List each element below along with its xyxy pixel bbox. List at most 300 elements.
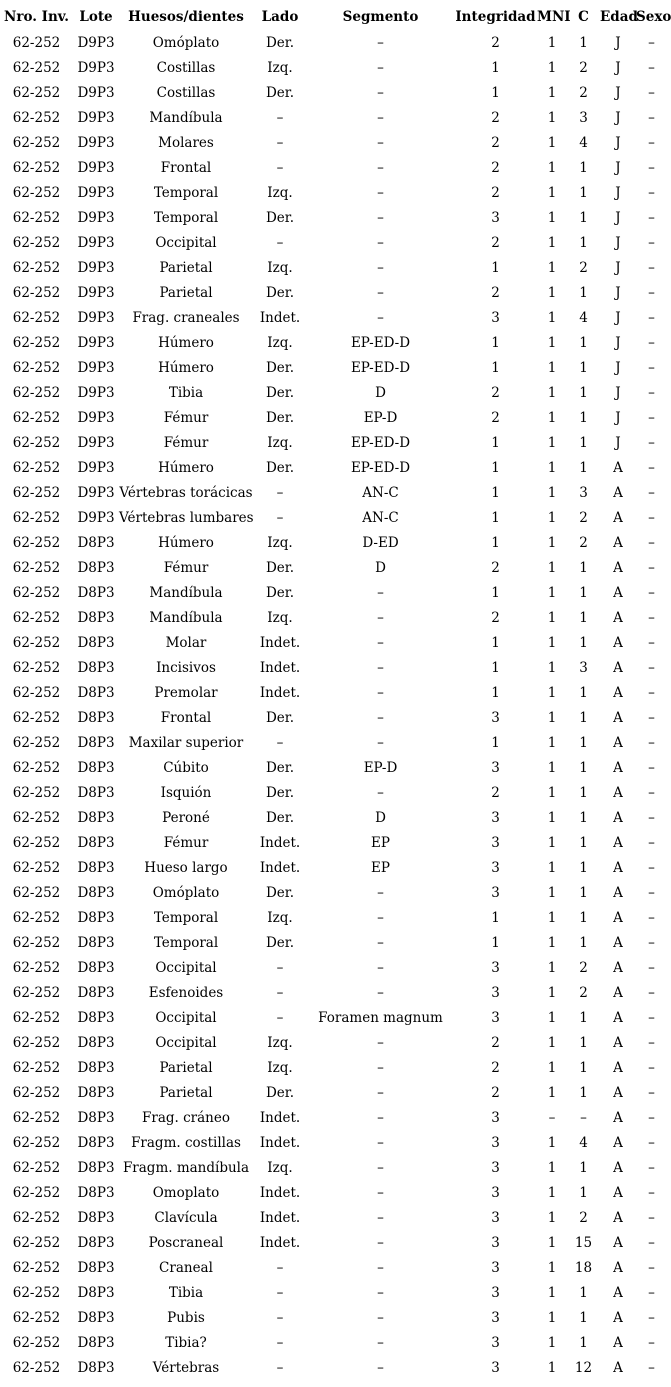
- cell-lado: Indet.: [259, 1209, 301, 1226]
- cell-edad: A: [613, 484, 623, 501]
- cell-mni: 1: [547, 259, 557, 276]
- cell-lote: D8P3: [77, 559, 115, 576]
- cell-segmento: –: [377, 109, 384, 126]
- cell-sexo: –: [648, 134, 655, 151]
- table-row: [0, 55, 667, 80]
- cell-edad: A: [613, 884, 623, 901]
- cell-segmento: EP-ED-D: [350, 459, 411, 476]
- cell-huesos-dientes: Tibia: [168, 1284, 204, 1301]
- cell-lado: –: [276, 109, 284, 126]
- cell-huesos-dientes: Vértebras: [152, 1359, 220, 1376]
- cell-segmento: –: [377, 959, 384, 976]
- cell-segmento: –: [377, 909, 384, 926]
- cell-mni: 1: [547, 709, 557, 726]
- cell-sexo: –: [648, 1159, 655, 1176]
- cell-c: 4: [579, 309, 588, 326]
- cell-huesos-dientes: Esfenoides: [148, 984, 224, 1001]
- cell-lado: –: [276, 1259, 284, 1276]
- cell-lado: Izq.: [267, 259, 293, 276]
- cell-lote: D8P3: [77, 859, 115, 876]
- cell-segmento: –: [377, 1184, 384, 1201]
- cell-lote: D9P3: [77, 209, 115, 226]
- cell-huesos-dientes: Temporal: [153, 934, 219, 951]
- cell-lote: D9P3: [77, 84, 115, 101]
- cell-nro-inv: 62-252: [12, 1134, 61, 1151]
- cell-integridad: 2: [491, 559, 500, 576]
- table-row: [0, 730, 667, 755]
- cell-lote: D8P3: [77, 809, 115, 826]
- cell-huesos-dientes: Húmero: [158, 534, 214, 551]
- cell-lado: Der.: [265, 409, 295, 426]
- cell-integridad: 1: [491, 334, 500, 351]
- cell-lote: D8P3: [77, 1184, 115, 1201]
- cell-nro-inv: 62-252: [12, 709, 61, 726]
- cell-huesos-dientes: Hueso largo: [144, 859, 228, 876]
- cell-nro-inv: 62-252: [12, 884, 61, 901]
- cell-integridad: 1: [491, 734, 500, 751]
- table-row: [0, 1180, 667, 1205]
- cell-integridad: 2: [491, 284, 500, 301]
- cell-lado: Indet.: [259, 859, 301, 876]
- cell-segmento: –: [377, 984, 384, 1001]
- cell-segmento: –: [377, 1284, 384, 1301]
- cell-c: 1: [579, 1034, 588, 1051]
- cell-nro-inv: 62-252: [12, 259, 61, 276]
- table-row: [0, 805, 667, 830]
- cell-mni: 1: [547, 84, 557, 101]
- cell-edad: A: [613, 834, 623, 851]
- cell-c: 1: [579, 1159, 588, 1176]
- cell-edad: A: [613, 934, 623, 951]
- table-row: [0, 1255, 667, 1280]
- cell-lote: D9P3: [77, 309, 115, 326]
- cell-huesos-dientes: Craneal: [159, 1259, 213, 1276]
- table-row: [0, 705, 667, 730]
- cell-integridad: 1: [491, 359, 500, 376]
- cell-sexo: –: [648, 734, 655, 751]
- header-c: C: [578, 9, 589, 25]
- cell-edad: J: [615, 259, 621, 276]
- header-edad: Edad: [600, 9, 638, 25]
- cell-sexo: –: [648, 984, 655, 1001]
- cell-integridad: 3: [491, 984, 500, 1001]
- cell-mni: 1: [547, 734, 557, 751]
- cell-sexo: –: [648, 209, 655, 226]
- cell-mni: 1: [547, 234, 557, 251]
- cell-sexo: –: [648, 409, 655, 426]
- cell-lote: D8P3: [77, 884, 115, 901]
- cell-lado: Der.: [265, 359, 295, 376]
- cell-lote: D8P3: [77, 1284, 115, 1301]
- cell-huesos-dientes: Frag. cráneo: [142, 1109, 230, 1126]
- cell-segmento: –: [377, 84, 384, 101]
- cell-edad: A: [613, 1234, 623, 1251]
- table-row: [0, 505, 667, 530]
- cell-edad: J: [615, 284, 621, 301]
- cell-c: 1: [579, 159, 588, 176]
- cell-nro-inv: 62-252: [12, 509, 61, 526]
- cell-lote: D8P3: [77, 1259, 115, 1276]
- cell-mni: 1: [547, 284, 557, 301]
- cell-lado: Der.: [265, 934, 295, 951]
- cell-sexo: –: [648, 534, 655, 551]
- cell-lote: D8P3: [77, 1334, 115, 1351]
- cell-edad: A: [613, 509, 623, 526]
- cell-integridad: 1: [491, 634, 500, 651]
- cell-edad: A: [613, 784, 623, 801]
- table-row: [0, 530, 667, 555]
- cell-lado: Der.: [265, 584, 295, 601]
- cell-segmento: AN-C: [362, 484, 399, 501]
- cell-mni: 1: [547, 834, 557, 851]
- cell-integridad: 1: [491, 509, 500, 526]
- table-row: [0, 130, 667, 155]
- cell-lote: D8P3: [77, 1034, 115, 1051]
- cell-huesos-dientes: Fragm. costillas: [131, 1134, 241, 1151]
- cell-edad: J: [615, 334, 621, 351]
- cell-nro-inv: 62-252: [12, 184, 61, 201]
- header-sexo: Sexo: [636, 9, 671, 25]
- cell-c: 1: [579, 359, 588, 376]
- cell-c: 1: [579, 709, 588, 726]
- cell-c: 1: [579, 559, 588, 576]
- cell-lote: D8P3: [77, 1059, 115, 1076]
- cell-huesos-dientes: Tibia: [168, 384, 204, 401]
- cell-nro-inv: 62-252: [12, 934, 61, 951]
- cell-segmento: –: [377, 159, 384, 176]
- cell-edad: A: [613, 584, 623, 601]
- cell-edad: J: [615, 109, 621, 126]
- cell-lote: D8P3: [77, 584, 115, 601]
- cell-nro-inv: 62-252: [12, 209, 61, 226]
- cell-c: 2: [579, 59, 588, 76]
- cell-lote: D8P3: [77, 834, 115, 851]
- cell-integridad: 2: [491, 409, 500, 426]
- cell-lado: Indet.: [259, 309, 301, 326]
- cell-c: 2: [579, 84, 588, 101]
- cell-lado: Indet.: [259, 659, 301, 676]
- cell-huesos-dientes: Temporal: [153, 184, 219, 201]
- cell-nro-inv: 62-252: [12, 34, 61, 51]
- cell-integridad: 2: [491, 134, 500, 151]
- header-huesos-dientes: Huesos/dientes: [128, 9, 244, 25]
- cell-edad: J: [615, 409, 621, 426]
- cell-sexo: –: [648, 784, 655, 801]
- cell-nro-inv: 62-252: [12, 1084, 61, 1101]
- cell-lote: D8P3: [77, 1084, 115, 1101]
- cell-huesos-dientes: Omóplato: [152, 34, 220, 51]
- cell-mni: 1: [547, 1259, 557, 1276]
- cell-integridad: 2: [491, 34, 500, 51]
- cell-lote: D8P3: [77, 1309, 115, 1326]
- cell-mni: 1: [547, 1284, 557, 1301]
- cell-integridad: 3: [491, 1359, 500, 1376]
- cell-nro-inv: 62-252: [12, 1209, 61, 1226]
- table-row: [0, 1005, 667, 1030]
- table-row: [0, 355, 667, 380]
- cell-lado: –: [276, 1359, 284, 1376]
- cell-c: 1: [579, 834, 588, 851]
- cell-sexo: –: [648, 759, 655, 776]
- cell-sexo: –: [648, 684, 655, 701]
- cell-huesos-dientes: Frag. craneales: [132, 309, 240, 326]
- cell-integridad: 2: [491, 109, 500, 126]
- cell-nro-inv: 62-252: [12, 309, 61, 326]
- cell-sexo: –: [648, 1209, 655, 1226]
- cell-edad: A: [613, 1309, 623, 1326]
- cell-nro-inv: 62-252: [12, 634, 61, 651]
- cell-integridad: 3: [491, 1309, 500, 1326]
- cell-lote: D9P3: [77, 334, 115, 351]
- cell-segmento: –: [377, 734, 384, 751]
- cell-lado: Der.: [265, 209, 295, 226]
- cell-mni: 1: [547, 1184, 557, 1201]
- cell-huesos-dientes: Vértebras torácicas: [119, 484, 253, 501]
- cell-integridad: 3: [491, 959, 500, 976]
- cell-lado: Der.: [265, 784, 295, 801]
- cell-nro-inv: 62-252: [12, 1059, 61, 1076]
- table-row: [0, 555, 667, 580]
- cell-c: 3: [579, 484, 588, 501]
- cell-lado: Der.: [265, 34, 295, 51]
- cell-lado: Indet.: [259, 684, 301, 701]
- cell-nro-inv: 62-252: [12, 1284, 61, 1301]
- cell-mni: 1: [547, 1059, 557, 1076]
- cell-lote: D9P3: [77, 509, 115, 526]
- cell-segmento: –: [377, 1334, 384, 1351]
- table-row: [0, 680, 667, 705]
- cell-huesos-dientes: Fémur: [163, 409, 209, 426]
- cell-integridad: 3: [491, 1009, 500, 1026]
- table-row: [0, 580, 667, 605]
- cell-c: 1: [579, 459, 588, 476]
- cell-huesos-dientes: Mandíbula: [149, 584, 223, 601]
- cell-c: 2: [579, 259, 588, 276]
- cell-lado: Izq.: [267, 609, 293, 626]
- cell-sexo: –: [648, 34, 655, 51]
- cell-integridad: 3: [491, 209, 500, 226]
- cell-mni: 1: [547, 109, 557, 126]
- cell-sexo: –: [648, 634, 655, 651]
- cell-sexo: –: [648, 109, 655, 126]
- cell-sexo: –: [648, 1259, 655, 1276]
- cell-nro-inv: 62-252: [12, 159, 61, 176]
- cell-segmento: –: [377, 209, 384, 226]
- header-nro-inv: Nro. Inv.: [4, 9, 69, 25]
- table-row: [0, 755, 667, 780]
- cell-mni: 1: [547, 134, 557, 151]
- cell-edad: A: [613, 1134, 623, 1151]
- cell-integridad: 1: [491, 459, 500, 476]
- cell-nro-inv: 62-252: [12, 1009, 61, 1026]
- cell-mni: 1: [547, 934, 557, 951]
- cell-huesos-dientes: Incisivos: [156, 659, 216, 676]
- cell-huesos-dientes: Omóplato: [152, 884, 220, 901]
- cell-sexo: –: [648, 1134, 655, 1151]
- cell-nro-inv: 62-252: [12, 459, 61, 476]
- cell-nro-inv: 62-252: [12, 1184, 61, 1201]
- cell-integridad: 1: [491, 684, 500, 701]
- cell-lado: Der.: [265, 884, 295, 901]
- cell-huesos-dientes: Temporal: [153, 909, 219, 926]
- table-row: [0, 1355, 667, 1380]
- table-row: [0, 405, 667, 430]
- cell-segmento: –: [377, 134, 384, 151]
- cell-edad: A: [613, 634, 623, 651]
- cell-edad: J: [615, 59, 621, 76]
- cell-integridad: 2: [491, 1084, 500, 1101]
- cell-integridad: 3: [491, 1209, 500, 1226]
- cell-edad: J: [615, 384, 621, 401]
- cell-integridad: 3: [491, 309, 500, 326]
- cell-edad: A: [613, 734, 623, 751]
- cell-c: 1: [579, 1334, 588, 1351]
- cell-lote: D9P3: [77, 384, 115, 401]
- cell-mni: 1: [547, 1134, 557, 1151]
- cell-lote: D9P3: [77, 34, 115, 51]
- cell-sexo: –: [648, 1084, 655, 1101]
- cell-huesos-dientes: Húmero: [158, 334, 214, 351]
- cell-integridad: 3: [491, 1259, 500, 1276]
- cell-huesos-dientes: Clavícula: [154, 1209, 218, 1226]
- cell-integridad: 1: [491, 434, 500, 451]
- cell-huesos-dientes: Occipital: [155, 234, 217, 251]
- cell-mni: 1: [547, 434, 557, 451]
- cell-segmento: D-ED: [362, 534, 399, 551]
- cell-c: 1: [579, 34, 588, 51]
- cell-c: –: [580, 1109, 587, 1126]
- cell-huesos-dientes: Molares: [158, 134, 214, 151]
- cell-sexo: –: [648, 259, 655, 276]
- cell-lado: Der.: [265, 459, 295, 476]
- cell-sexo: –: [648, 659, 655, 676]
- cell-lado: Der.: [265, 709, 295, 726]
- table-row: [0, 80, 667, 105]
- cell-segmento: –: [377, 934, 384, 951]
- cell-huesos-dientes: Parietal: [159, 259, 213, 276]
- cell-huesos-dientes: Cúbito: [163, 759, 209, 776]
- cell-sexo: –: [648, 709, 655, 726]
- cell-edad: A: [613, 609, 623, 626]
- cell-edad: A: [613, 1359, 623, 1376]
- table-row: [0, 630, 667, 655]
- cell-sexo: –: [648, 284, 655, 301]
- cell-segmento: –: [377, 659, 384, 676]
- cell-huesos-dientes: Parietal: [159, 284, 213, 301]
- cell-lote: D8P3: [77, 1109, 115, 1126]
- cell-lote: D9P3: [77, 234, 115, 251]
- cell-huesos-dientes: Tibia?: [165, 1334, 207, 1351]
- table-row: [0, 1280, 667, 1305]
- cell-c: 2: [579, 959, 588, 976]
- cell-integridad: 1: [491, 659, 500, 676]
- table-row: [0, 1205, 667, 1230]
- cell-nro-inv: 62-252: [12, 409, 61, 426]
- cell-edad: A: [613, 1284, 623, 1301]
- cell-integridad: 3: [491, 709, 500, 726]
- cell-c: 1: [579, 584, 588, 601]
- cell-c: 1: [579, 334, 588, 351]
- table-row: [0, 1305, 667, 1330]
- cell-mni: 1: [547, 884, 557, 901]
- cell-integridad: 1: [491, 909, 500, 926]
- cell-mni: 1: [547, 534, 557, 551]
- cell-segmento: –: [377, 1359, 384, 1376]
- cell-edad: J: [615, 209, 621, 226]
- table-row: [0, 280, 667, 305]
- cell-segmento: –: [377, 259, 384, 276]
- cell-edad: A: [613, 534, 623, 551]
- cell-segmento: EP-ED-D: [350, 334, 411, 351]
- cell-edad: A: [613, 1184, 623, 1201]
- cell-sexo: –: [648, 159, 655, 176]
- cell-nro-inv: 62-252: [12, 59, 61, 76]
- cell-integridad: 2: [491, 784, 500, 801]
- cell-segmento: –: [377, 1159, 384, 1176]
- cell-mni: 1: [547, 1309, 557, 1326]
- cell-mni: 1: [547, 459, 557, 476]
- cell-c: 1: [579, 859, 588, 876]
- cell-c: 2: [579, 984, 588, 1001]
- cell-integridad: 3: [491, 859, 500, 876]
- cell-huesos-dientes: Costillas: [156, 84, 216, 101]
- cell-nro-inv: 62-252: [12, 734, 61, 751]
- cell-lote: D8P3: [77, 1234, 115, 1251]
- cell-nro-inv: 62-252: [12, 234, 61, 251]
- cell-segmento: –: [377, 1309, 384, 1326]
- cell-lote: D9P3: [77, 359, 115, 376]
- cell-mni: 1: [547, 159, 557, 176]
- cell-mni: 1: [547, 784, 557, 801]
- cell-mni: 1: [547, 909, 557, 926]
- cell-nro-inv: 62-252: [12, 759, 61, 776]
- cell-sexo: –: [648, 884, 655, 901]
- cell-integridad: 3: [491, 759, 500, 776]
- cell-sexo: –: [648, 1034, 655, 1051]
- cell-segmento: –: [377, 284, 384, 301]
- cell-lado: Izq.: [267, 184, 293, 201]
- cell-mni: 1: [547, 684, 557, 701]
- cell-integridad: 3: [491, 809, 500, 826]
- cell-sexo: –: [648, 1359, 655, 1376]
- cell-mni: 1: [547, 1009, 557, 1026]
- cell-edad: A: [613, 859, 623, 876]
- cell-nro-inv: 62-252: [12, 959, 61, 976]
- cell-lado: –: [276, 1009, 284, 1026]
- table-row: [0, 830, 667, 855]
- cell-huesos-dientes: Húmero: [158, 359, 214, 376]
- cell-lote: D9P3: [77, 434, 115, 451]
- cell-segmento: –: [377, 609, 384, 626]
- cell-integridad: 3: [491, 1134, 500, 1151]
- cell-nro-inv: 62-252: [12, 1259, 61, 1276]
- cell-lado: Izq.: [267, 1059, 293, 1076]
- cell-c: 12: [574, 1359, 593, 1376]
- table-row: [0, 955, 667, 980]
- table-row: [0, 1055, 667, 1080]
- cell-segmento: –: [377, 1234, 384, 1251]
- cell-nro-inv: 62-252: [12, 809, 61, 826]
- cell-huesos-dientes: Vértebras lumbares: [119, 509, 254, 526]
- table-row: [0, 1080, 667, 1105]
- cell-mni: 1: [547, 959, 557, 976]
- table-row: [0, 155, 667, 180]
- cell-integridad: 3: [491, 1109, 500, 1126]
- cell-sexo: –: [648, 384, 655, 401]
- table-row: [0, 1030, 667, 1055]
- cell-mni: 1: [547, 59, 557, 76]
- cell-c: 1: [579, 409, 588, 426]
